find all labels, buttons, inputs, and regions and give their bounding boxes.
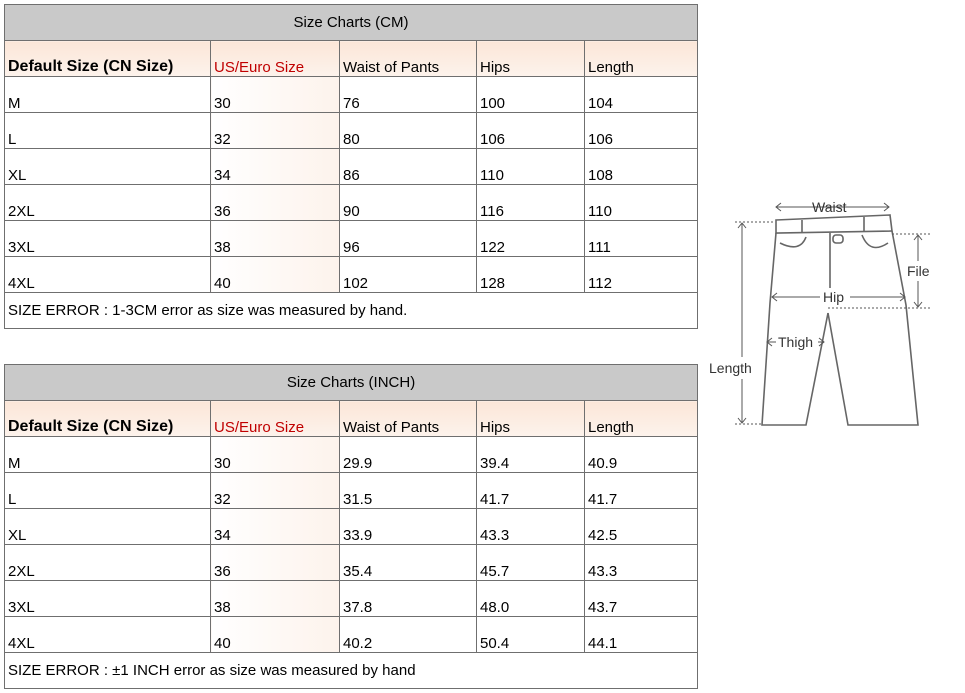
table-cell: 100 [477,77,585,113]
table-cell: 38 [211,221,340,257]
table-cell: 111 [585,221,698,257]
thigh-label: Thigh [778,334,814,350]
column-header: Default Size (CN Size) [5,401,211,437]
table-cell: 4XL [5,617,211,653]
table-cell: 2XL [5,185,211,221]
table-cell: 33.9 [340,509,477,545]
column-header: Length [585,41,698,77]
table-cell: 35.4 [340,545,477,581]
table-cell: L [5,113,211,149]
table-cell: 86 [340,149,477,185]
column-header: Length [585,401,698,437]
table-cell: 108 [585,149,698,185]
table-cell: 36 [211,545,340,581]
table-cell: 38 [211,581,340,617]
table-cell: 30 [211,77,340,113]
table-row [5,509,698,545]
column-header: Default Size (CN Size) [5,41,211,77]
column-header: Hips [477,41,585,77]
table-cell: 29.9 [340,437,477,473]
table-cell: 110 [477,149,585,185]
table-cell: 37.8 [340,581,477,617]
table-cell: 30 [211,437,340,473]
size-error-note: SIZE ERROR : 1-3CM error as size was measured by hand. [5,293,698,329]
table-cell: XL [5,509,211,545]
table-row [5,473,698,509]
table-cell: 2XL [5,545,211,581]
hip-label: Hip [823,289,845,305]
table-cell: 40.2 [340,617,477,653]
table-cell: 44.1 [585,617,698,653]
table-cell: 128 [477,257,585,293]
header-row [5,41,698,77]
table-cell: 3XL [5,581,211,617]
table-cell: 34 [211,509,340,545]
table-cell: 116 [477,185,585,221]
table-cell: XL [5,149,211,185]
table-cell: 48.0 [477,581,585,617]
pants-icon [762,215,918,425]
size-chart-inch [4,364,698,689]
note-row [5,293,698,329]
table-row [5,77,698,113]
table-cell: M [5,77,211,113]
table-row [5,257,698,293]
table-row [5,545,698,581]
header-row [5,401,698,437]
table-cell: 32 [211,473,340,509]
table-cell: 80 [340,113,477,149]
column-header: US/Euro Size [211,401,340,437]
table-cell: 42.5 [585,509,698,545]
table-row [5,437,698,473]
table-cell: 43.3 [477,509,585,545]
size-error-note: SIZE ERROR : ±1 INCH error as size was measured by hand [5,653,698,689]
table-cell: 106 [585,113,698,149]
table-row [5,221,698,257]
table-cell: 106 [477,113,585,149]
table-cell: 41.7 [585,473,698,509]
waist-label: Waist [812,199,847,215]
table-cell: 45.7 [477,545,585,581]
table-cell: 34 [211,149,340,185]
column-header: US/Euro Size [211,41,340,77]
table-cell: 3XL [5,221,211,257]
chart-title: Size Charts (INCH) [5,365,698,401]
table-cell: 32 [211,113,340,149]
table-row [5,617,698,653]
table-cell: 39.4 [477,437,585,473]
table-cell: 40.9 [585,437,698,473]
table-row [5,149,698,185]
table-cell: 40 [211,257,340,293]
pants-measurement-diagram [700,185,962,445]
table-cell: 43.7 [585,581,698,617]
file-label: File [907,263,930,279]
note-row [5,653,698,689]
table-cell: 122 [477,221,585,257]
length-label: Length [709,360,752,376]
table-cell: 112 [585,257,698,293]
table-cell: 43.3 [585,545,698,581]
table-cell: 36 [211,185,340,221]
chart-title: Size Charts (CM) [5,5,698,41]
table-cell: 41.7 [477,473,585,509]
size-chart-cm [4,4,698,329]
table-cell: 4XL [5,257,211,293]
table-cell: 102 [340,257,477,293]
table-cell: 104 [585,77,698,113]
table-cell: 96 [340,221,477,257]
table-cell: L [5,473,211,509]
table-cell: 76 [340,77,477,113]
column-header: Hips [477,401,585,437]
column-header: Waist of Pants [340,41,477,77]
table-cell: 31.5 [340,473,477,509]
table-cell: 90 [340,185,477,221]
column-header: Waist of Pants [340,401,477,437]
table-row [5,581,698,617]
table-cell: 50.4 [477,617,585,653]
table-row [5,113,698,149]
table-row [5,185,698,221]
table-cell: 110 [585,185,698,221]
table-cell: M [5,437,211,473]
table-cell: 40 [211,617,340,653]
